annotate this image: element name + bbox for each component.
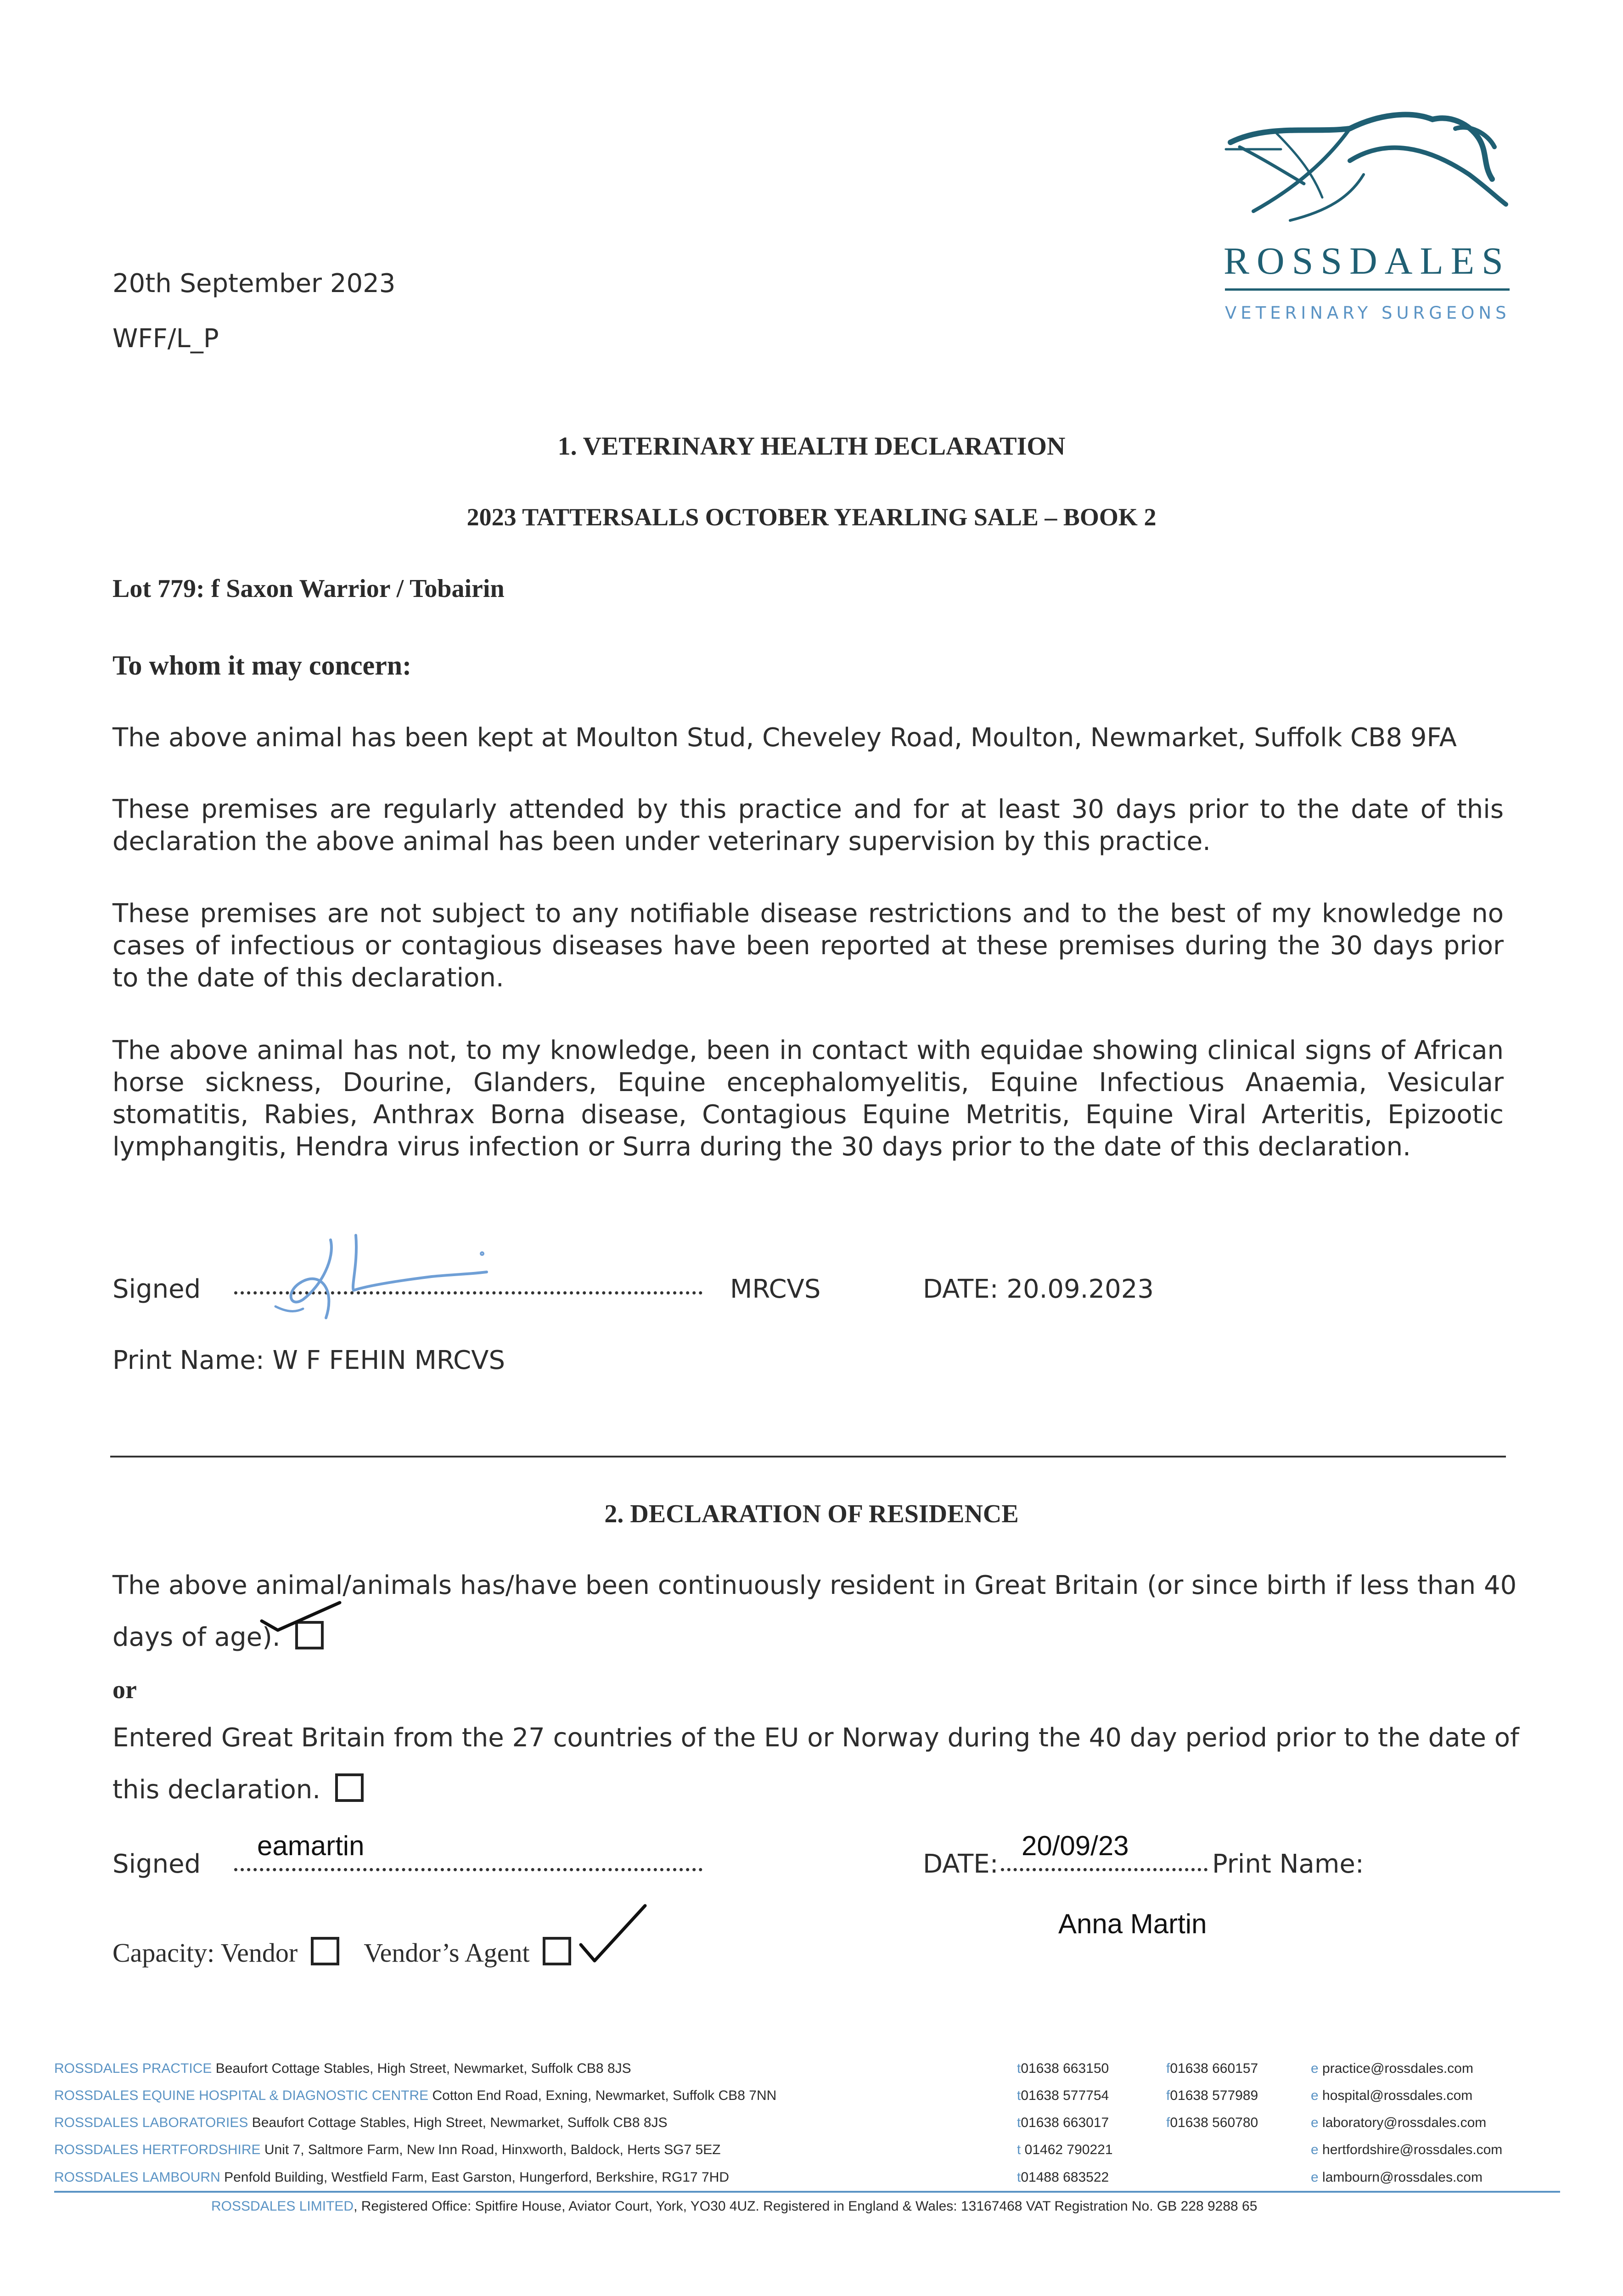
email-prefix: e bbox=[1311, 2170, 1319, 2185]
footer-contact-row bbox=[54, 2088, 776, 2104]
footer-phone bbox=[1017, 2170, 1109, 2185]
footer-contact-row bbox=[54, 2170, 729, 2185]
residence-option1-text: The above animal/animals has/have been continuously resident in Great Britain (or since birth if less than 40 bbox=[112, 1570, 1517, 1600]
logo-wordmark: ROSSDALES bbox=[1224, 240, 1511, 282]
footer-fax bbox=[1166, 2088, 1258, 2104]
footer-email[interactable] bbox=[1311, 2088, 1472, 2104]
capacity-vendor-label: Capacity: Vendor bbox=[112, 1938, 298, 1968]
footer-fax bbox=[1166, 2061, 1258, 2077]
paragraph-kept-at: The above animal has been kept at Moulton Stud, Cheveley Road, Moulton, Newmarket, Suffolk CB8 9FA bbox=[112, 723, 1457, 753]
vendor-print-name-label: Print Name: bbox=[1212, 1849, 1364, 1879]
footer-contact-row bbox=[54, 2115, 668, 2131]
residence-option2-text-cont bbox=[112, 1773, 364, 1806]
residence-option1-line2: days of age). bbox=[112, 1622, 281, 1652]
phone-number: 01638 577754 bbox=[1021, 2088, 1109, 2103]
footer-email[interactable] bbox=[1311, 2170, 1483, 2185]
vendor-print-name-value: Anna Martin bbox=[1058, 1908, 1207, 1939]
horse-logo-icon bbox=[1212, 106, 1515, 243]
residence-option2-text: Entered Great Britain from the 27 countries of the EU or Norway during the 40 day period prior to the date of bbox=[112, 1723, 1519, 1753]
registered-office bbox=[211, 2199, 1257, 2214]
email-address[interactable]: hospital@rossdales.com bbox=[1322, 2088, 1473, 2103]
fax-number: 01638 560780 bbox=[1170, 2115, 1258, 2130]
section1-title: 1. VETERINARY HEALTH DECLARATION bbox=[557, 432, 1066, 461]
section-divider bbox=[110, 1456, 1506, 1458]
footer-site-address: Penfold Building, Westfield Farm, East Garston, Hungerford, Berkshire, RG17 7HD bbox=[220, 2170, 730, 2185]
footer-site-name: ROSSDALES LABORATORIES bbox=[54, 2115, 248, 2130]
footer-email[interactable] bbox=[1311, 2115, 1486, 2131]
phone-prefix: t bbox=[1017, 2061, 1021, 2076]
capacity-agent-label: Vendor’s Agent bbox=[364, 1938, 530, 1968]
fax-prefix: f bbox=[1166, 2061, 1170, 2076]
registered-office-text: , Registered Office: Spitfire House, Aviator Court, York, YO30 4UZ. Registered in England & Wales: 13167468 VAT Registration No. GB 228 9288 65 bbox=[354, 2199, 1258, 2214]
residence-option2-checkbox[interactable] bbox=[335, 1773, 364, 1802]
fax-prefix: f bbox=[1166, 2115, 1170, 2130]
letter-reference: WFF/L_P bbox=[112, 324, 219, 354]
section2-title: 2. DECLARATION OF RESIDENCE bbox=[604, 1500, 1019, 1528]
footer-contact-row bbox=[54, 2142, 721, 2158]
vendor-signature-line bbox=[234, 1868, 702, 1871]
vet-signature-date: DATE: 20.09.2023 bbox=[923, 1274, 1154, 1304]
footer-divider bbox=[54, 2191, 1560, 2193]
paragraph-supervision: These premises are regularly attended by this practice and for at least 30 days prior to the date of this declaration the above animal has been under veterinary supervision by this practice. bbox=[112, 794, 1504, 856]
vet-signature-mark bbox=[243, 1221, 500, 1327]
footer-phone bbox=[1017, 2115, 1109, 2131]
residence-option2-line2: this declaration. bbox=[112, 1775, 321, 1805]
footer-site-name: ROSSDALES EQUINE HOSPITAL & DIAGNOSTIC CENTRE bbox=[54, 2088, 429, 2103]
letter-date: 20th September 2023 bbox=[112, 269, 396, 298]
footer-phone bbox=[1017, 2061, 1109, 2077]
fax-number: 01638 660157 bbox=[1170, 2061, 1258, 2076]
paragraph-no-contact: The above animal has not, to my knowledge, been in contact with equidae showing clinical signs of African horse sickness, Dourine, Glanders, Equine encephalomyelitis, Equine Infectious Anaemia, Vesicular stomatitis, Rabies, Anthrax Borna disease, Contagious Equine Metritis, Equine Viral Arteritis, Epizootic lymphangitis, Hendra virus infection or Surra during the 30 days prior to the date of this declaration. bbox=[112, 1035, 1504, 1162]
vendor-date-line bbox=[1001, 1868, 1207, 1871]
fax-prefix: f bbox=[1166, 2088, 1170, 2103]
email-prefix: e bbox=[1311, 2142, 1319, 2157]
footer-site-address: Beaufort Cottage Stables, High Street, Newmarket, Suffolk CB8 8JS bbox=[212, 2061, 631, 2076]
phone-prefix: t bbox=[1017, 2142, 1021, 2157]
email-address[interactable]: laboratory@rossdales.com bbox=[1322, 2115, 1487, 2130]
email-address[interactable]: hertfordshire@rossdales.com bbox=[1322, 2142, 1503, 2157]
or-separator: or bbox=[112, 1676, 137, 1704]
footer-phone bbox=[1017, 2088, 1109, 2104]
footer-email[interactable] bbox=[1311, 2061, 1473, 2077]
checkmark-icon bbox=[257, 1593, 344, 1649]
email-prefix: e bbox=[1311, 2088, 1319, 2103]
footer-email[interactable] bbox=[1311, 2142, 1502, 2158]
company-logo bbox=[1212, 106, 1515, 335]
footer-phone bbox=[1017, 2142, 1113, 2158]
footer-site-name: ROSSDALES PRACTICE bbox=[54, 2061, 212, 2076]
lot-description: Lot 779: f Saxon Warrior / Tobairin bbox=[112, 574, 505, 603]
logo-divider bbox=[1225, 288, 1510, 291]
capacity-vendor-checkbox[interactable] bbox=[311, 1937, 339, 1965]
phone-prefix: t bbox=[1017, 2115, 1021, 2130]
phone-number: 01462 790221 bbox=[1021, 2142, 1113, 2157]
footer-site-address: Cotton End Road, Exning, Newmarket, Suffolk CB8 7NN bbox=[428, 2088, 777, 2103]
footer-contact-row bbox=[54, 2061, 631, 2077]
paragraph-no-restrictions: These premises are not subject to any notifiable disease restrictions and to the best of my knowledge no cases of infectious or contagious diseases have been reported at these premises during the 30 days prior to the date of this declaration. bbox=[112, 899, 1504, 993]
vet-signed-label: Signed bbox=[112, 1274, 201, 1304]
email-prefix: e bbox=[1311, 2061, 1319, 2076]
email-address[interactable]: lambourn@rossdales.com bbox=[1322, 2170, 1483, 2185]
footer-site-address: Unit 7, Saltmore Farm, New Inn Road, Hinxworth, Baldock, Herts SG7 5EZ bbox=[260, 2142, 721, 2157]
checkmark-icon bbox=[576, 1899, 654, 1977]
logo-subtitle: VETERINARY SURGEONS bbox=[1225, 303, 1511, 323]
salutation: To whom it may concern: bbox=[112, 650, 412, 681]
footer-site-name: ROSSDALES LAMBOURN bbox=[54, 2170, 220, 2185]
vet-print-name: Print Name: W F FEHIN MRCVS bbox=[112, 1345, 505, 1375]
vet-signed-suffix: MRCVS bbox=[730, 1274, 821, 1304]
phone-number: 01488 683522 bbox=[1021, 2170, 1109, 2185]
footer-site-address: Beaufort Cottage Stables, High Street, Newmarket, Suffolk CB8 8JS bbox=[248, 2115, 668, 2130]
footer-fax bbox=[1166, 2115, 1258, 2131]
email-address[interactable]: practice@rossdales.com bbox=[1322, 2061, 1473, 2076]
phone-number: 01638 663150 bbox=[1021, 2061, 1109, 2076]
phone-number: 01638 663017 bbox=[1021, 2115, 1109, 2130]
vendor-signature-value: eamartin bbox=[257, 1830, 365, 1861]
fax-number: 01638 577989 bbox=[1170, 2088, 1258, 2103]
footer-site-name: ROSSDALES HERTFORDSHIRE bbox=[54, 2142, 261, 2157]
capacity-row bbox=[112, 1937, 571, 1968]
email-prefix: e bbox=[1311, 2115, 1319, 2130]
footer bbox=[0, 2053, 1623, 2218]
phone-prefix: t bbox=[1017, 2170, 1021, 2185]
registered-company-name: ROSSDALES LIMITED bbox=[211, 2199, 354, 2214]
phone-prefix: t bbox=[1017, 2088, 1021, 2103]
vendor-date-value: 20/09/23 bbox=[1022, 1830, 1129, 1861]
capacity-agent-checkbox[interactable] bbox=[543, 1937, 571, 1965]
vendor-date-label: DATE: bbox=[923, 1849, 999, 1879]
section1-subtitle: 2023 TATTERSALLS OCTOBER YEARLING SALE – BOOK 2 bbox=[466, 503, 1157, 531]
vendor-signed-label: Signed bbox=[112, 1849, 201, 1879]
